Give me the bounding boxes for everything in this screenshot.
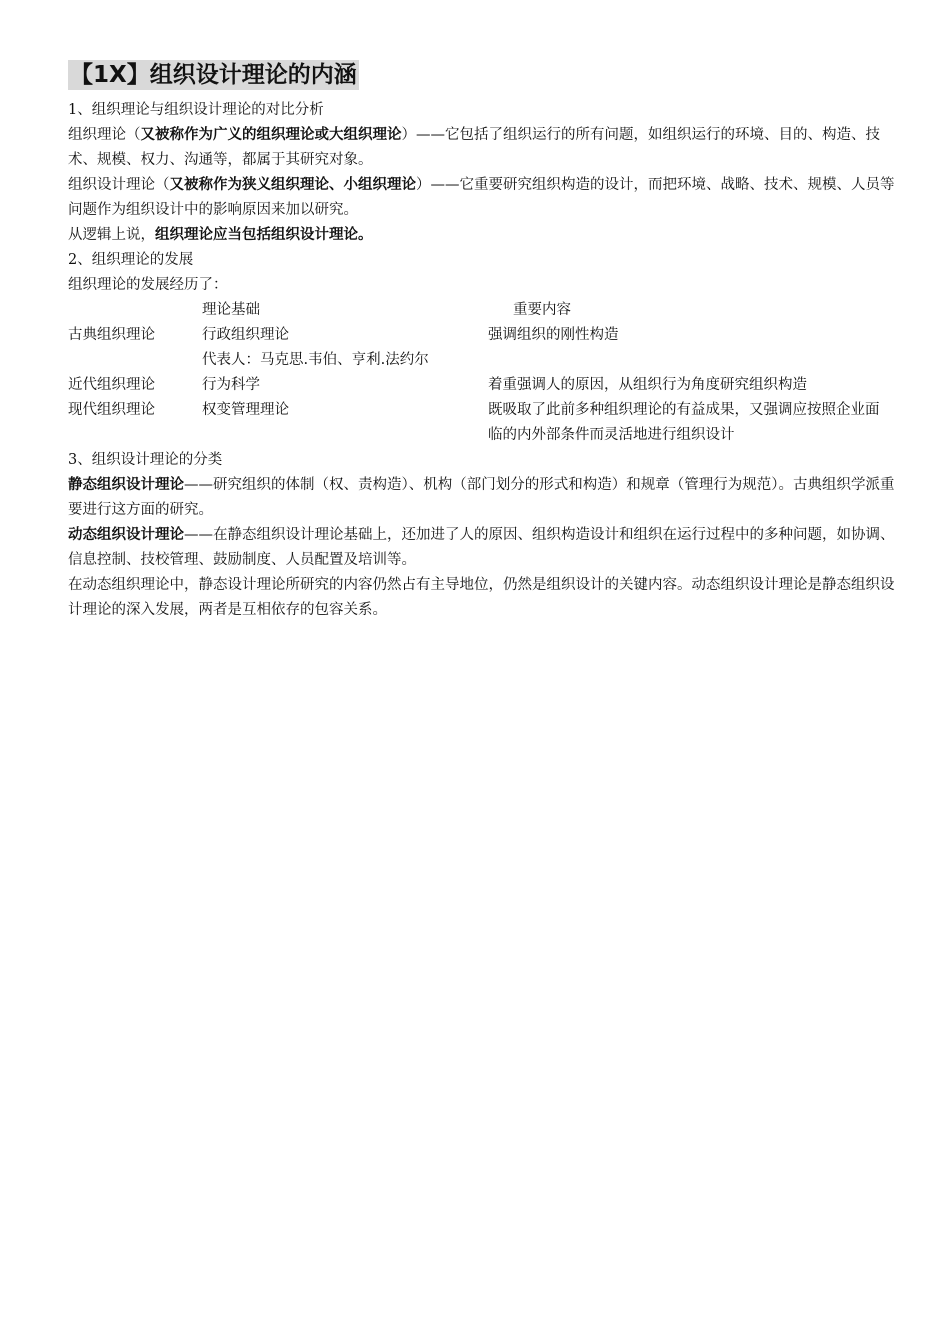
section-2-heading: 2、组织理论的发展: [68, 252, 194, 268]
header-content: 重要内容: [513, 302, 571, 318]
table-row: [68, 348, 898, 373]
org-theory-paragraph: [68, 123, 898, 173]
relationship-paragraph: 在动态组织理论中，静态设计理论所研究的内容仍然占有主导地位，仍然是组织设计的关键内容。动态组织设计理论是静态组织设计理论的深入发展，两者是互相依存的包容关系。: [68, 577, 895, 618]
document-body: [68, 60, 898, 623]
org-design-theory-paragraph: [68, 173, 898, 223]
table-row: [68, 373, 898, 398]
row-content: 既吸取了此前多种组织理论的有益成果，又强调应按照企业面临的内外部条件而灵活地进行组织设计: [488, 402, 880, 443]
row-name: 近代组织理论: [68, 377, 155, 393]
theory-development-table: [68, 298, 898, 448]
bold-text: 又被称作为狭义组织理论、小组织理论: [169, 177, 416, 193]
bold-text: 又被称作为广义的组织理论或大组织理论: [140, 127, 402, 143]
row-content: 着重强调人的原因，从组织行为角度研究组织构造: [488, 377, 807, 393]
text-run: ）——它包括了组织运行的所有问题，如组织运行的环境、目的、构造、技术、规模、权力、沟通等，都属于其研究对象。: [68, 127, 880, 168]
section-3-heading: 3、组织设计理论的分类: [68, 452, 223, 468]
row-basis: 权变管理理论: [202, 402, 289, 418]
text-run: 组织设计理论（: [68, 177, 170, 193]
row-basis: 代表人：马克思.韦伯、亨利.法约尔: [202, 352, 429, 368]
section-2-intro: 组织理论的发展经历了：: [68, 277, 228, 293]
text-run: 组织理论（: [68, 127, 141, 143]
text-run: ——在静态组织设计理论基础上，还加进了人的原因、组织构造设计和组织在运行过程中的多种问题，如协调、信息控制、技校管理、鼓励制度、人员配置及培训等。: [68, 527, 895, 568]
bold-text: 静态组织设计理论: [68, 477, 184, 493]
row-basis: 行为科学: [202, 377, 260, 393]
document-title: 【1X】组织设计理论的内涵: [70, 62, 357, 88]
static-design-paragraph: [68, 473, 898, 523]
text-run: ——研究组织的体制（权、责构造）、机构（部门划分的形式和构造）和规章（管理行为规范）。古典组织学派重要进行这方面的研究。: [68, 477, 895, 518]
row-content: 强调组织的刚性构造: [488, 327, 619, 343]
table-row: [68, 323, 898, 348]
bold-text: 组织理论应当包括组织设计理论。: [155, 227, 373, 243]
text-run: 从逻辑上说，: [68, 227, 155, 243]
dynamic-design-paragraph: [68, 523, 898, 573]
logic-paragraph: [68, 223, 898, 248]
bold-text: 动态组织设计理论: [68, 527, 184, 543]
table-row: [68, 398, 898, 448]
section-1-heading: 1、组织理论与组织设计理论的对比分析: [68, 102, 324, 118]
text-run: ）——它重要研究组织构造的设计，而把环境、战略、技术、规模、人员等问题作为组织设计中的影响原因来加以研究。: [68, 177, 895, 218]
table-header-row: [68, 298, 898, 323]
header-basis: 理论基础: [202, 302, 260, 318]
row-name: 现代组织理论: [68, 402, 155, 418]
row-name: 古典组织理论: [68, 327, 155, 343]
row-basis: 行政组织理论: [202, 327, 289, 343]
